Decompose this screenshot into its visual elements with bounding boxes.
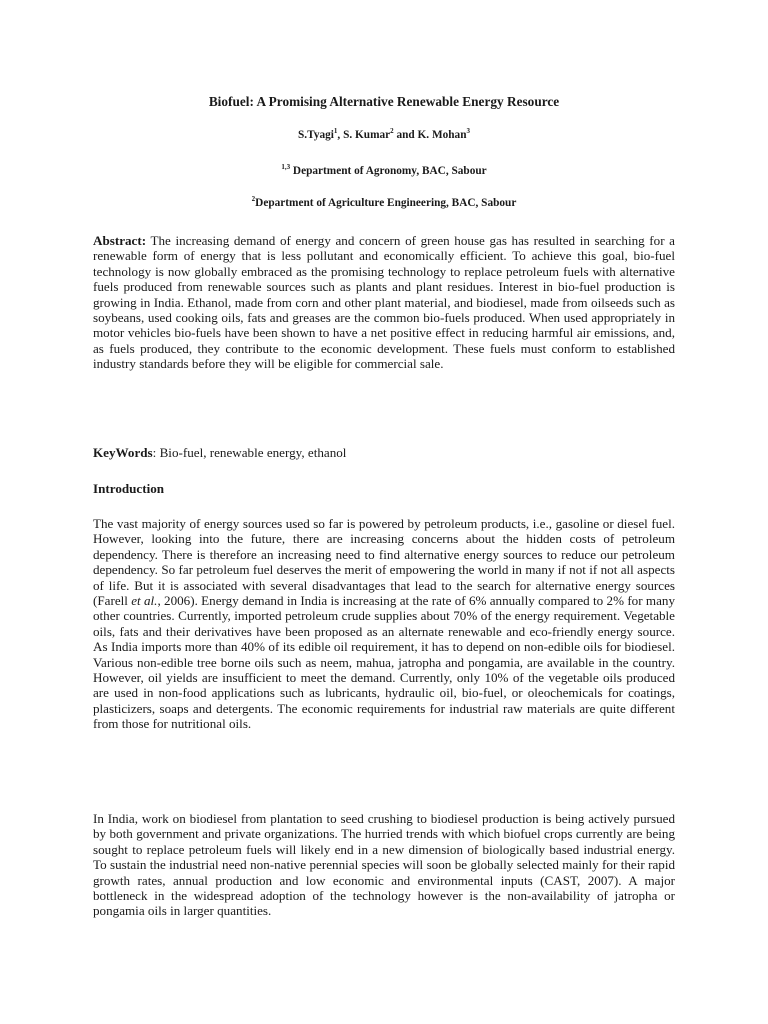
paragraph-text: The vast majority of energy sources used so far is powered by petroleum products, i.e., gasoline or diesel fuel. However, looking into the future, there are increasing concerns about the hidden costs of petroleum dependency. There is therefore an increasing need to find alternative energy sources to reduce our petroleum dependency. So far petroleum fuel deserves the merit of empowering the world in many if not if not all aspects of life. But it is associated with several disadvantages that lead to the search for alternative energy sources (Farell (93, 516, 675, 609)
author-list (93, 128, 675, 142)
affiliation-marker: 1,3 (281, 163, 291, 172)
author-affiliation-marker: 2 (390, 127, 394, 136)
author-name: K. Mohan (417, 129, 467, 141)
affiliation-marker: 2 (251, 195, 256, 204)
citation-emphasis: et al. (131, 593, 158, 609)
abstract (93, 233, 675, 372)
body-paragraph (93, 516, 675, 732)
author-separator: and (393, 129, 418, 141)
keywords (93, 445, 675, 460)
author-separator: , (337, 129, 344, 141)
author-name: S. Kumar (343, 129, 391, 141)
section-heading-introduction: Introduction (93, 481, 165, 496)
author-affiliation-marker: 3 (466, 127, 470, 136)
affiliation-text: Department of Agriculture Engineering, BAC, Sabour (255, 197, 517, 209)
affiliation (93, 164, 675, 178)
abstract-label: Abstract: (93, 233, 147, 248)
abstract-text: The increasing demand of energy and concern of green house gas has resulted in searching for a renewable form of energy that is less pollutant and economically efficient. To achieve this goal, bio-fuel technology is now globally embraced as the promising technology to replace petroleum fuels with alternative fuels produced from renewable sources such as plants and plant residues. Interest in bio-fuel production is growing in India. Ethanol, made from corn and other plant material, and biodiesel, made from oilseeds such as soybeans, used cooking oils, fats and greases are the common bio-fuels produced. When used appropriately in motor vehicles bio-fuels have been shown to have a net positive effect in reducing harmful air emissions, and, as fuels produced, they contribute to the economic development. These fuels must conform to established industry standards before they will be eligible for commercial sale. (93, 233, 675, 372)
keywords-text: : Bio-fuel, renewable energy, ethanol (152, 445, 347, 460)
body-paragraph: In India, work on biodiesel from plantation to seed crushing to biodiesel production is being actively pursued by both government and private organizations. The hurried trends with which biofuel crops currently are being sought to replace petroleum fuels will likely end in a new dimension of biologically based industrial energy. To sustain the industrial need non-native perennial species will soon be globally selected mainly for their rapid growth rates, annual production and low economic and environmental inputs (CAST, 2007). A major bottleneck in the widespread adoption of the technology however is the non-availability of jatropha or pongamia oils in larger quantities. (93, 811, 675, 919)
paragraph-text: , 2006). Energy demand in India is increasing at the rate of 6% annually compared to 2% for many other countries. Currently, imported petroleum crude supplies about 70% of the energy requirement. Vegetable oils, fats and their derivatives have been proposed as an alternate renewable and eco-friendly energy source. As India imports more than 40% of its edible oil requirement, it has to depend on non-edible oils for biodiesel. Various non-edible tree borne oils such as neem, mahua, jatropha and pongamia, are available in the country. However, oil yields are insufficient to meet the demand. Currently, only 10% of the vegetable oils produced are used in non-food applications such as lubricants, hydraulic oil, bio-fuel, or oleochemicals for coatings, plasticizers, soaps and detergents. The economic requirements for industrial raw materials are quite different from those for nutritional oils. (93, 593, 675, 732)
author-name: S.Tyagi (298, 129, 334, 141)
affiliation (93, 196, 675, 210)
paper-title: Biofuel: A Promising Alternative Renewable Energy Resource (208, 94, 560, 109)
author-affiliation-marker: 1 (333, 127, 338, 136)
keywords-label: KeyWords (93, 445, 153, 460)
affiliation-text: Department of Agronomy, BAC, Sabour (290, 165, 487, 177)
